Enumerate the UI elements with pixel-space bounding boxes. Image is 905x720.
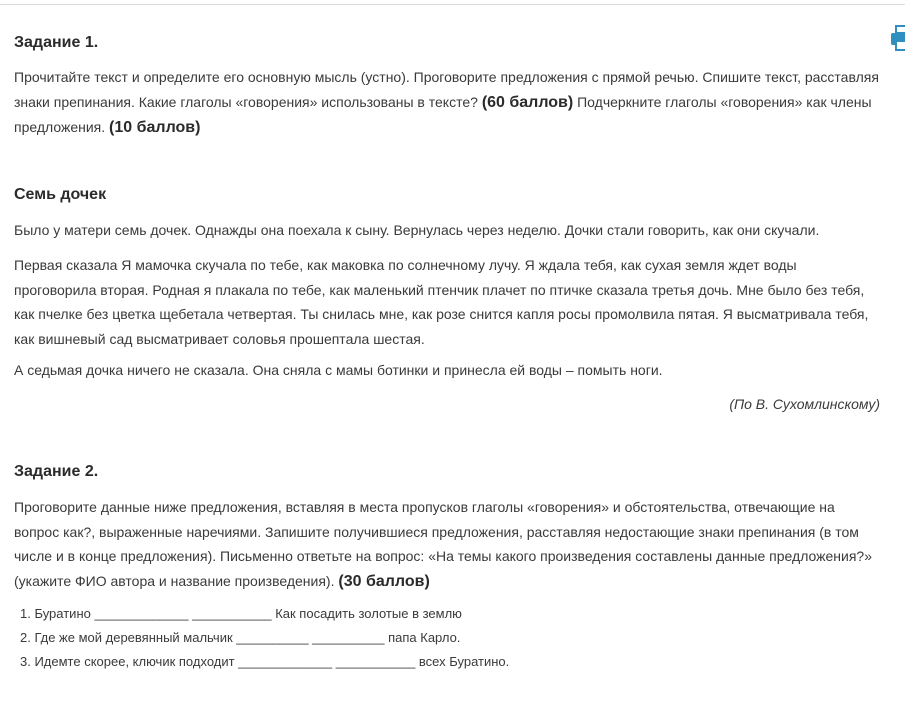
story-title: Семь дочек: [14, 186, 107, 203]
task2-instructions: [14, 495, 880, 594]
story-paragraph-3: А седьмая дочка ничего не сказала. Она сняла с мамы ботинки и принесла ей воды – помыть ноги.: [14, 362, 663, 378]
task2-title: Задание 2.: [14, 463, 99, 480]
task2-text: Проговорите данные ниже предложения, вставляя в места пропусков глаголы «говорения» и обстоятельства, отвечающие на вопрос как?, выраженные наречиями. Запишите получившиеся предложения, расставляя недостающие знаки препинания (в том числе и в конце предложения). Письменно ответьте на вопрос: «На темы какого произведения составлены данные предложения?» (укажите ФИО автора и название произведения).: [14, 499, 872, 589]
task1-text-b: Подчеркните глаголы «говорения» как члены предложения.: [14, 93, 872, 135]
story-author: (По В. Сухомлинскому): [729, 396, 880, 412]
task2-sentence-list: [20, 602, 509, 674]
print-icon[interactable]: [890, 24, 905, 52]
story-paragraph-2: Первая сказала Я мамочка скучала по тебе, как маковка по солнечному лучу. Я ждала тебя, как сухая земля ждет воды проговорила вторая. Родная я плакала по тебе, как маленький птенчик плачет по птичке сказала третья дочь. Мне было без тебя, как пчелке без цветка щебетала четвертая. Ты снилась мне, как розе снится капля росы промолвила пятая. Я высматривала тебя, как вишневый сад высматривает соловья прошептала шестая.: [14, 257, 869, 347]
task1-title: Задание 1.: [14, 34, 99, 51]
task1-points-a: (60 баллов): [481, 93, 574, 111]
task1-text-a: Прочитайте текст и определите его основную мысль (устно). Проговорите предложения с прямой речью. Спишите текст, расставляя знаки препинания. Какие глаголы «говорения» использованы в тексте?: [14, 69, 879, 110]
task1-points-b: (10 баллов): [109, 119, 201, 136]
list-item: 1. Буратино _____________ ___________ Как посадить золотые в землю: [20, 606, 462, 621]
list-item: 2. Где же мой деревянный мальчик __________ __________ папа Карло.: [20, 630, 461, 645]
list-item: 3. Идемте скорее, ключик подходит _____________ ___________ всех Буратино.: [20, 654, 510, 669]
task1-instructions: [14, 65, 880, 141]
task2-points: (30 баллов): [338, 572, 430, 590]
story-paragraph-1: Было у матери семь дочек. Однажды она поехала к сыну. Вернулась через неделю. Дочки стали говорить, как они скучали.: [14, 222, 820, 238]
top-divider: [0, 4, 905, 5]
